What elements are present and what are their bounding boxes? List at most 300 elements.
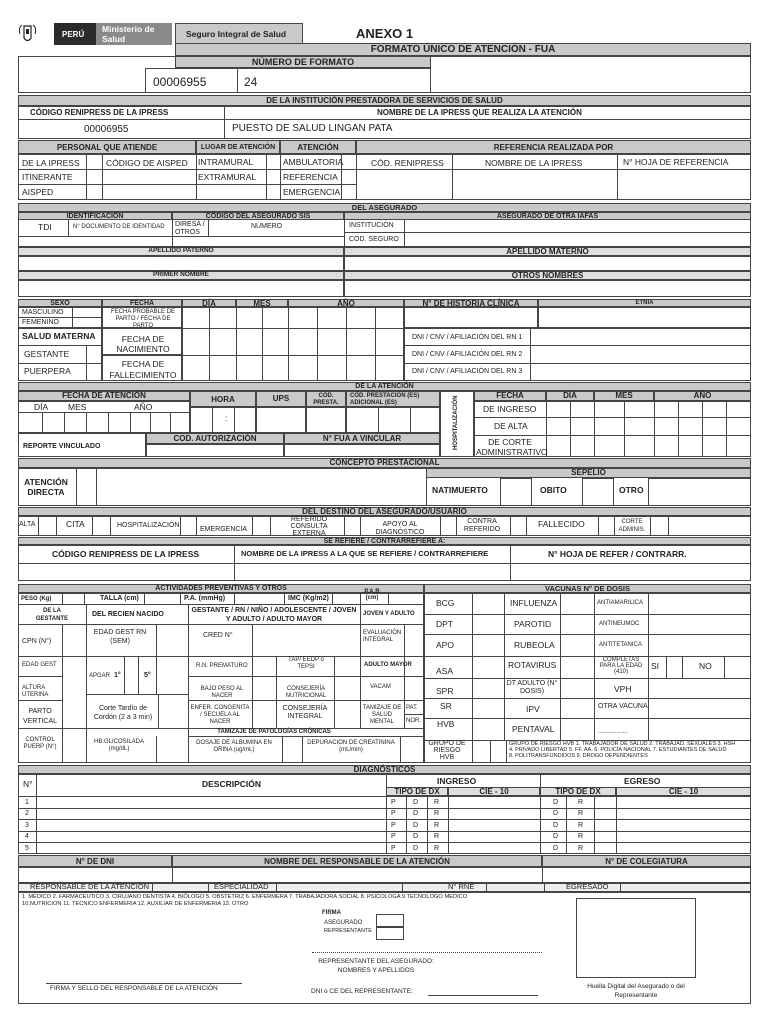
edad-gest-label: EDAD GEST xyxy=(22,662,57,668)
primer-nombre-field[interactable] xyxy=(18,280,344,297)
pa-label: P.A. (mmHg) xyxy=(184,595,226,602)
diag-type-option[interactable]: R xyxy=(578,821,584,829)
codigo-aisped-label: CÓDIGO DE AISPED xyxy=(106,158,188,168)
divider xyxy=(18,676,62,677)
doc-identidad-label: N° DOCUMENTO DE IDENTIDAD xyxy=(73,224,165,230)
ipress-section: DE LA INSTITUCIÓN PRESTADORA DE SERVICIOS DE SALUD xyxy=(18,95,751,106)
divider xyxy=(702,401,703,457)
divider xyxy=(682,656,683,678)
si-label: SI xyxy=(651,661,660,671)
refiere-renipress-label: CÓDIGO RENIPRESS DE LA IPRESS xyxy=(52,549,200,559)
fecha-atencion-header: FECHA DE ATENCIÓN xyxy=(18,391,190,401)
responsable-nombre-header: NOMBRE DEL RESPONSABLE DE LA ATENCIÓN xyxy=(172,855,542,867)
egreso-tipo-dx: TIPO DE DX xyxy=(540,787,616,796)
divider xyxy=(252,624,253,656)
otro-check[interactable] xyxy=(648,478,751,506)
rn3-label: DNI / CNV / AFILIACIÓN DEL RN 3 xyxy=(412,368,523,375)
gestante-label: GESTANTE xyxy=(24,349,70,359)
reporte-vinculado-box: REPORTE VINCULADO xyxy=(18,433,146,457)
divider xyxy=(510,545,511,581)
cita-label: CITA xyxy=(66,519,85,529)
ups-field[interactable] xyxy=(256,407,306,433)
divider xyxy=(598,516,599,536)
country-label: PERÚ xyxy=(54,23,96,45)
diag-description-field[interactable] xyxy=(40,843,382,853)
extramural-label: EXTRAMURAL xyxy=(198,172,257,182)
concepto-section: CONCEPTO PRESTACIONAL xyxy=(18,458,751,468)
egreso-label: EGRESO xyxy=(624,776,661,786)
huella-label: Huella Digital del Asegurado o del Representante xyxy=(587,983,685,999)
diag-type-option[interactable]: R xyxy=(434,833,440,841)
tap-eedp-label: TAP/ EEDP o TEPSI xyxy=(288,657,324,670)
divider xyxy=(156,656,157,694)
divider xyxy=(236,307,237,381)
cod-prestacion-adicional-field[interactable] xyxy=(346,407,440,433)
hora-field[interactable] xyxy=(190,407,256,433)
shield-emblem-icon xyxy=(18,22,52,46)
diag-type-option[interactable]: D xyxy=(553,833,559,841)
divider xyxy=(427,796,428,854)
obito-label: OBITO xyxy=(540,485,567,495)
divider xyxy=(18,700,62,701)
divider xyxy=(18,604,424,605)
divider xyxy=(472,740,473,763)
annex-title: ANEXO 1 xyxy=(356,26,414,41)
referencia-label: REFERENCIA xyxy=(283,172,338,182)
divider xyxy=(506,740,507,763)
divider xyxy=(510,516,511,536)
divider xyxy=(86,728,87,763)
divider xyxy=(360,593,361,604)
divider xyxy=(356,154,357,200)
cod-renipress-label: CÓD. RENIPRESS xyxy=(371,158,444,168)
diag-type-option[interactable]: R xyxy=(434,810,440,818)
diag-type-option[interactable]: P xyxy=(391,810,396,818)
divider xyxy=(594,401,595,457)
altura-uterina-label: ALTURA UTERINA xyxy=(22,685,49,698)
divider xyxy=(124,656,125,694)
diag-type-option[interactable]: P xyxy=(391,821,396,829)
divider xyxy=(276,656,277,728)
diag-description-field[interactable] xyxy=(40,832,382,842)
rotavirus-label: ROTAVIRUS xyxy=(508,660,557,670)
apellido-materno-header: APELLIDO MATERNO xyxy=(344,247,751,256)
divider xyxy=(18,169,751,170)
grupo-desc1: GRUPO DE RIESGO HVB 1. TRABAJADOR DE SALUD 2. TRABAJAD. SEXUALES 3. HSH xyxy=(509,741,736,747)
fecha-probable-box: FECHA PROBABLE DE PARTO / FECHA DE PARTO xyxy=(102,307,182,328)
otros-nombres-header: OTROS NOMBRES xyxy=(344,271,751,280)
hvb-label: HVB xyxy=(437,719,455,729)
diag-type-option[interactable]: R xyxy=(434,821,440,829)
representante-firma-line xyxy=(312,952,542,953)
divider xyxy=(410,407,411,433)
tamizaje-cronicas-label: TAMIZAJE DE PATOLOGÍAS CRÓNICAS xyxy=(217,729,331,735)
divider xyxy=(62,728,63,763)
divider xyxy=(188,676,424,677)
responsable-fields xyxy=(18,867,751,883)
diag-type-option[interactable]: P xyxy=(391,844,396,852)
renipress-label: CÓDIGO RENIPRESS DE LA IPRESS xyxy=(30,108,169,117)
diag-row-number: 1 xyxy=(25,798,29,806)
diag-type-option[interactable]: D xyxy=(413,798,419,806)
rubeola-label: RUBEOLA xyxy=(514,640,555,650)
divider xyxy=(208,883,209,892)
gestante-rn-label: GESTANTE / RN / NIÑO / ADOLESCENTE / JOVEN Y ADULTO / ADULTO MAYOR xyxy=(191,607,357,623)
diagnosticos-section: DIAGNÓSTICOS xyxy=(18,765,751,774)
divider xyxy=(344,232,751,233)
divider xyxy=(678,401,679,457)
divider xyxy=(624,401,625,457)
divider xyxy=(526,516,527,536)
depuracion-label: DEPURACION DE CREATININA (mL/min) xyxy=(307,740,395,753)
divider xyxy=(86,604,87,728)
ingreso-tipo-dx: TIPO DE DX xyxy=(386,787,448,796)
divider xyxy=(234,593,235,604)
divider xyxy=(102,154,103,200)
divider xyxy=(617,154,618,200)
vacunas-section: VACUNAS N° DE DOSIS xyxy=(424,584,751,593)
identificacion-header: IDENTIFICACIÓN xyxy=(18,212,172,220)
firma-sello-label: FIRMA Y SELLO DEL RESPONSABLE DE LA ATENCIÓN xyxy=(50,985,218,992)
hora-colon: : xyxy=(225,413,228,423)
divider xyxy=(542,867,543,883)
divider xyxy=(456,516,457,536)
rne-label: N° RNE xyxy=(448,882,475,891)
divider xyxy=(18,363,102,364)
divider xyxy=(252,516,253,536)
divider xyxy=(76,468,77,506)
divider xyxy=(68,220,69,236)
divider xyxy=(108,412,109,433)
contrarreferido-label: CONTRA REFERIDO xyxy=(463,518,501,533)
representante-nombres-label: REPRESENTANTE DEL ASEGURADO: NOMBRES Y APELLIDOS xyxy=(318,958,434,974)
divider xyxy=(440,516,441,536)
divider xyxy=(424,718,751,719)
atencion-section: DE LA ATENCIÓN xyxy=(18,382,751,391)
imc-label: IMC (Kg/m2) xyxy=(288,595,329,602)
apo-label: APO xyxy=(436,640,454,650)
fallecido-label: FALLECIDO xyxy=(538,519,585,529)
ipress-name-value[interactable]: PUESTO DE SALUD LINGAN PATA xyxy=(232,123,393,134)
hosp-anio-header: AÑO xyxy=(654,391,751,401)
pab-label: P.A.B (cm) xyxy=(364,589,380,601)
diag-type-option[interactable]: D xyxy=(413,810,419,818)
form-number-suffix-field[interactable]: 24 xyxy=(237,68,431,93)
divider xyxy=(474,417,751,418)
divider xyxy=(62,624,63,656)
form-number-field[interactable]: 00006955 xyxy=(145,68,238,93)
divider xyxy=(150,412,151,433)
emergencia-label: EMERGENCIA xyxy=(283,187,341,197)
bajo-peso-label: BAJO PESO AL NACER xyxy=(200,686,244,699)
refiere-nombre-label: NOMBRE DE LA IPRESS A LA QUE SE REFIERE / CONTRARREFIERE xyxy=(241,549,489,558)
divider xyxy=(62,593,63,604)
hosp-mes-header: MES xyxy=(594,391,654,401)
sis-label: Seguro Integral de Salud xyxy=(175,23,303,45)
divider xyxy=(86,694,188,695)
apoyo-diagnostico-label: APOYO AL DIAGNÓSTICO xyxy=(375,521,425,536)
talla-label: TALLA (cm) xyxy=(100,595,139,602)
divider xyxy=(72,307,73,328)
divider xyxy=(666,656,667,678)
ipress-name-label: NOMBRE DE LA IPRESS QUE REALIZA LA ATENCIÓN xyxy=(377,108,582,117)
historia-clinica-header: N° DE HISTORIA CLÍNICA xyxy=(404,299,538,307)
natimuerto-label: NATIMUERTO xyxy=(432,485,488,495)
no-label: NO xyxy=(699,661,712,671)
descripcion-label: DESCRIPCIÓN xyxy=(202,779,262,789)
divider xyxy=(182,355,404,356)
sr-label: SR xyxy=(440,701,452,711)
diag-type-option[interactable]: D xyxy=(553,798,559,806)
dosaje-albumina-label: DOSAJE DE ALBUMINA EN ORINA (ug/mL) xyxy=(196,740,272,753)
divider xyxy=(375,307,376,381)
divider xyxy=(404,714,424,715)
divider xyxy=(18,656,424,657)
divider xyxy=(317,307,318,381)
divider xyxy=(42,412,43,433)
divider xyxy=(614,516,615,536)
divider xyxy=(668,516,669,536)
evaluacion-integral-label: EVALUACIÓN INTEGRAL xyxy=(363,630,402,643)
divider xyxy=(56,516,57,536)
otros-nombres-field[interactable] xyxy=(344,280,751,297)
divider xyxy=(172,867,173,883)
divider xyxy=(84,593,85,604)
diag-type-option[interactable]: R xyxy=(578,798,584,806)
codigo-sis-header: CÓDIGO DEL ASEGURADO SIS xyxy=(172,212,344,220)
diag-type-option[interactable]: D xyxy=(413,821,419,829)
cred-label: CRED N° xyxy=(203,632,233,639)
diag-type-option[interactable]: D xyxy=(553,810,559,818)
firma-line xyxy=(46,983,242,984)
divider xyxy=(378,407,379,433)
diag-type-option[interactable]: D xyxy=(413,833,419,841)
primer-nombre-header: PRIMER NOMBRE xyxy=(18,271,344,280)
divider xyxy=(650,516,651,536)
cod-presta-field[interactable] xyxy=(306,407,346,433)
divider xyxy=(86,412,87,433)
divider xyxy=(188,700,424,701)
apellido-paterno-header: APELLIDO PATERNO xyxy=(18,247,344,256)
diag-row-number: 5 xyxy=(25,844,29,852)
control-puerp-label: CONTROL PUERP (N°) xyxy=(23,737,57,750)
divider xyxy=(288,307,289,381)
atencion-header: ATENCIÓN xyxy=(280,140,356,154)
influenza-label: INFLUENZA xyxy=(510,598,558,608)
divider xyxy=(280,154,281,200)
diag-type-option[interactable]: P xyxy=(391,798,396,806)
refiere-section: SE REFIERE / CONTRARREFIERE A: xyxy=(18,537,751,545)
antineumoc-label: ANTINEUMOC xyxy=(599,621,640,627)
grupo-riesgo-label: GRUPO DE RIESGO HVB xyxy=(428,740,466,761)
recien-nacido-label: DEL RECIEN NACIDO xyxy=(92,611,164,618)
divider xyxy=(424,698,751,699)
etnia-field[interactable] xyxy=(538,307,751,328)
completas-label: COMPLETAS PARA LA EDAD (410) xyxy=(599,657,643,675)
divider xyxy=(18,119,224,120)
divider xyxy=(156,736,157,763)
profesiones-lista1: 1. MÉDICO 2. FARMACEUTICO 3. CIRUJANO DENTISTA 4. BIÓLOGO 5. OBSTETRIZ 6. ENFERMERA 7. TRABAJADORA SOCIAL 8. PSICOLOGA 9.TECNOLOGO MEDICO xyxy=(22,894,468,900)
alta-label: ALTA xyxy=(19,521,36,528)
divider xyxy=(18,317,102,318)
ministry-label: Ministerio de Salud xyxy=(96,23,172,45)
huella-box[interactable] xyxy=(576,898,696,978)
ingreso-label: INGRESO xyxy=(437,776,477,786)
divider xyxy=(486,883,487,892)
diag-description-field[interactable] xyxy=(40,820,382,830)
divider xyxy=(594,796,595,854)
egreso-cie: CIE - 10 xyxy=(616,787,751,796)
nor-label: NOR. xyxy=(406,718,421,724)
divider xyxy=(182,328,404,329)
divider xyxy=(490,740,491,763)
cod-autorizacion-field[interactable] xyxy=(146,444,284,457)
apgar-label: APGAR xyxy=(89,673,111,679)
cod-prestacion-adicional-header: CÓD. PRESTACIÓN (ES) ADICIONAL (ES) xyxy=(346,391,440,407)
ingreso-cie: CIE - 10 xyxy=(448,787,540,796)
profesiones-lista2: 10.NUTRICION 11. TECNICO ENFERMERIA 12. AUXILIAR DE ENFERMERIA 13. OTRO xyxy=(22,901,249,907)
colegiatura-header: N° DE COLEGIATURA xyxy=(542,855,751,867)
divider xyxy=(18,624,424,625)
anio-header: AÑO xyxy=(288,299,404,307)
diag-type-option[interactable]: D xyxy=(413,844,419,852)
diag-description-field[interactable] xyxy=(40,797,382,807)
divider xyxy=(188,604,189,763)
diag-type-option[interactable]: R xyxy=(434,798,440,806)
vph-label: VPH xyxy=(614,684,632,694)
divider xyxy=(130,412,131,433)
joven-adulto-label: JOVEN Y ADULTO xyxy=(363,611,415,617)
divider xyxy=(208,220,209,236)
atencion-directa-label: ATENCIÓN DIRECTA xyxy=(24,477,68,497)
divider xyxy=(400,736,401,763)
divider xyxy=(138,656,139,694)
divider xyxy=(110,516,111,536)
divider xyxy=(284,593,285,604)
att-anio-label: AÑO xyxy=(134,402,153,412)
diag-type-option[interactable]: P xyxy=(391,833,396,841)
ups-header: UPS xyxy=(256,391,306,407)
responsable-atencion-label: RESPONSABLE DE LA ATENCIÓN xyxy=(30,882,150,891)
divider xyxy=(144,593,145,604)
divider xyxy=(172,212,173,247)
divider xyxy=(158,694,159,728)
divider xyxy=(252,656,253,728)
divider xyxy=(404,220,405,247)
diag-type-option[interactable]: D xyxy=(553,821,559,829)
adulto-mayor-label: ADULTO MAYOR xyxy=(364,662,412,668)
mes-header: MES xyxy=(236,299,288,307)
asegurado-firma-label: ASEGURADO xyxy=(324,920,363,926)
diag-type-option[interactable]: R xyxy=(434,844,440,852)
institucion-label: INSTITUCIÓN xyxy=(349,222,394,229)
divider xyxy=(170,412,171,433)
ambulatoria-label: AMBULATORIA xyxy=(283,157,344,167)
enfer-congenita-label: ENFER. CONGENITA / SECUELA AL NACER xyxy=(190,705,250,725)
pentaval-label: PENTAVAL xyxy=(512,724,555,734)
asegurado-check[interactable] xyxy=(376,914,404,927)
representante-check[interactable] xyxy=(376,927,404,940)
divider xyxy=(404,345,751,346)
divider xyxy=(234,407,235,433)
divider xyxy=(180,593,181,604)
divider xyxy=(452,154,453,200)
vacam-label: VACAM xyxy=(370,684,391,690)
divider xyxy=(234,545,235,581)
salud-materna-label: SALUD MATERNA xyxy=(22,331,96,341)
dt-adulto-label: DT ADULTO (N° DOSIS) xyxy=(506,680,558,695)
divider xyxy=(566,796,567,854)
fecha-header: FECHA xyxy=(102,299,182,307)
renipress-value[interactable]: 00006955 xyxy=(84,124,129,135)
apgar5-label: 5° xyxy=(144,672,151,679)
divider xyxy=(224,106,225,139)
dpt-label: DPT xyxy=(436,619,453,629)
att-dia-label: DÍA xyxy=(34,402,49,412)
diag-row-number: 3 xyxy=(25,821,29,829)
diag-type-option[interactable]: R xyxy=(578,810,584,818)
apellido-paterno-field[interactable] xyxy=(18,256,344,271)
diag-type-option[interactable]: R xyxy=(578,833,584,841)
cod-autorizacion-header: COD. AUTORIZACIÓN xyxy=(146,433,284,444)
diresa-label: DIRESA / OTROS xyxy=(175,221,205,236)
spr-label: SPR xyxy=(436,686,454,696)
diag-type-option[interactable]: D xyxy=(553,844,559,852)
diag-row-number: 4 xyxy=(25,833,29,841)
emergencia-dest-label: EMERGENCIA xyxy=(200,526,248,533)
obito-check[interactable] xyxy=(582,478,614,506)
dots-label: .................. xyxy=(598,729,629,735)
numero-label: NÚMERO xyxy=(251,223,283,230)
divider xyxy=(152,883,153,892)
lugar-header: LUGAR DE ATENCIÓN xyxy=(196,140,280,154)
divider xyxy=(18,184,356,185)
divider xyxy=(424,634,751,635)
fua-vincular-header: N° FUA A VINCULAR xyxy=(284,433,440,444)
divider xyxy=(86,345,87,381)
antiamarilica-label: ANTIAMARILICA xyxy=(597,600,644,606)
divider xyxy=(402,883,403,892)
fua-vincular-field[interactable] xyxy=(284,444,440,457)
divider xyxy=(196,516,197,536)
form-title: FORMATO ÚNICO DE ATENCIÓN - FUA xyxy=(175,43,751,56)
divider xyxy=(406,796,407,854)
otra-vacuna-label: OTRA VACUNA xyxy=(598,703,648,710)
divider xyxy=(334,656,335,728)
historia-clinica-field[interactable] xyxy=(404,307,538,328)
cod-presta-header: CÓD. PRESTA. xyxy=(306,391,346,407)
personal-header: PERSONAL QUE ATIENDE xyxy=(18,140,196,154)
divider xyxy=(282,736,283,763)
destino-section: DEL DESTINO DEL ASEGURADO/USUARIO xyxy=(18,507,751,516)
consejeria-integral-label: CONSEJERÍA INTEGRAL xyxy=(282,705,328,720)
grupo-desc2: 4. PRIVADO LIBERTAD 5. FF. AA. 6. POLICÍA NACIONAL 7. ESTUDIANTES DE SALUD xyxy=(509,747,727,753)
divider xyxy=(388,593,389,604)
diag-description-field[interactable] xyxy=(40,809,382,819)
diag-type-option[interactable]: R xyxy=(578,844,584,852)
apellido-materno-field[interactable] xyxy=(344,256,751,271)
divider xyxy=(86,154,87,200)
pat-label: PAT. xyxy=(406,705,418,711)
tdi-label: TDI xyxy=(38,222,52,232)
hospitalizacion-vertical: HOSPITALIZACIÓN xyxy=(440,391,474,457)
apgar1-label: 1° xyxy=(114,672,121,679)
natimuerto-check[interactable] xyxy=(500,478,532,506)
dni-header: N° DE DNI xyxy=(18,855,172,867)
divider xyxy=(188,736,424,737)
de-la-ipress-label: DE LA IPRESS xyxy=(22,158,80,168)
divider xyxy=(64,412,65,433)
